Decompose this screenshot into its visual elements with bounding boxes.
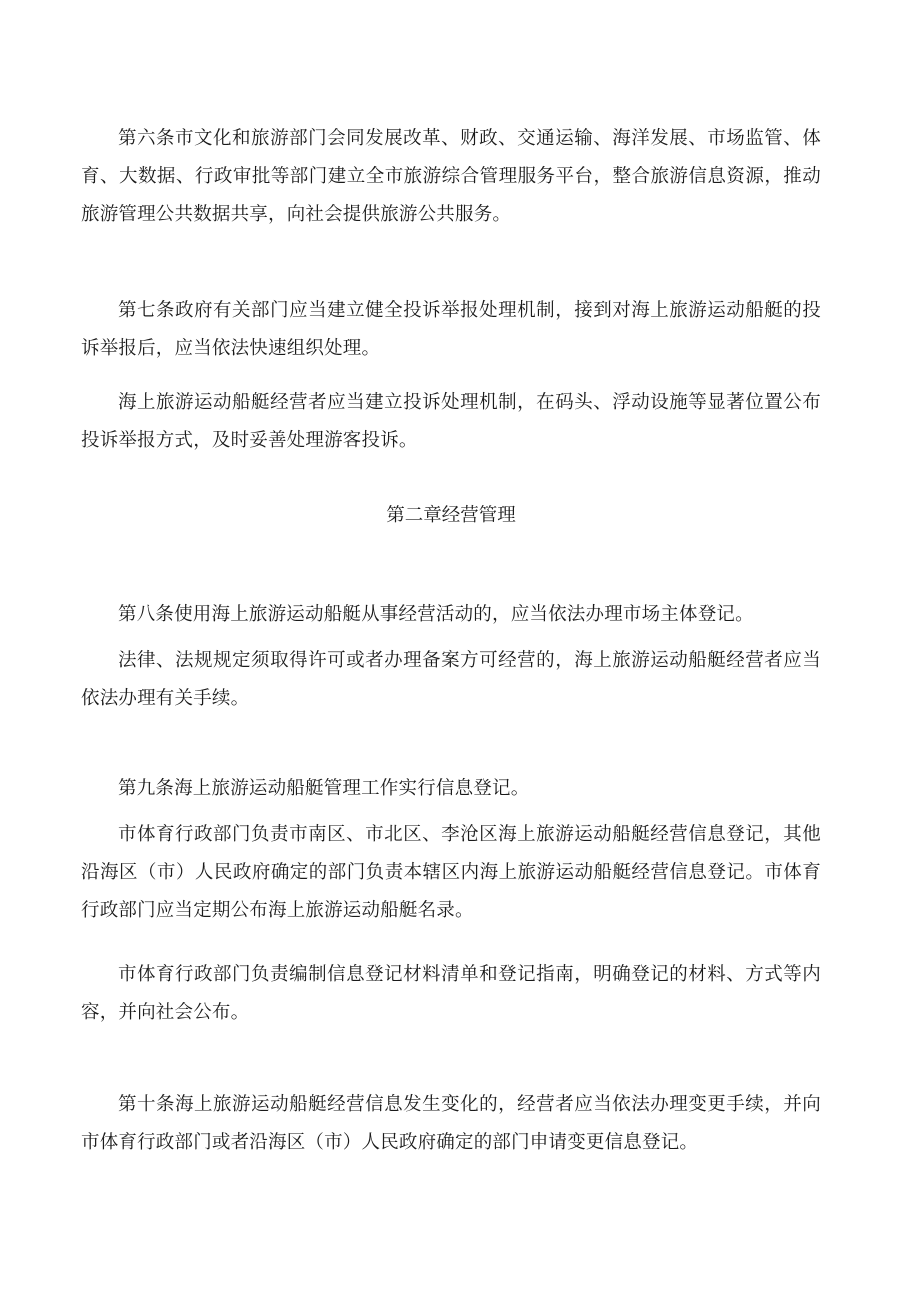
article-7-paragraph-2: 海上旅游运动船艇经营者应当建立投诉处理机制，在码头、浮动设施等显著位置公布投诉举报方式，及时妥善处理游客投诉。 <box>81 392 821 451</box>
article-10-paragraph-1: 第十条海上旅游运动船艇经营信息发生变化的，经营者应当依法办理变更手续，并向市体育行政部门或者沿海区（市）人民政府确定的部门申请变更信息登记。 <box>81 1094 821 1153</box>
article-9-paragraph-2: 市体育行政部门负责市南区、市北区、李沧区海上旅游运动船艇经营信息登记，其他沿海区（市）人民政府确定的部门负责本辖区内海上旅游运动船艇经营信息登记。市体育行政部门应当定期公布海上旅游运动船艇名录。 <box>81 824 821 921</box>
article-7-paragraph-1: 第七条政府有关部门应当建立健全投诉举报处理机制，接到对海上旅游运动船艇的投诉举报后，应当依法快速组织处理。 <box>81 300 821 359</box>
article-9-paragraph-3: 市体育行政部门负责编制信息登记材料清单和登记指南，明确登记的材料、方式等内容，并向社会公布。 <box>81 964 821 1023</box>
article-9-paragraph-1: 第九条海上旅游运动船艇管理工作实行信息登记。 <box>118 778 530 799</box>
article-6-paragraph: 第六条市文化和旅游部门会同发展改革、财政、交通运输、海洋发展、市场监管、体育、大数据、行政审批等部门建立全市旅游综合管理服务平台，整合旅游信息资源，推动旅游管理公共数据共享，向社会提供旅游公共服务。 <box>81 128 821 225</box>
chapter-2-heading: 第二章经营管理 <box>386 505 516 526</box>
article-8-paragraph-1: 第八条使用海上旅游运动船艇从事经营活动的，应当依法办理市场主体登记。 <box>118 604 754 625</box>
article-8-paragraph-2: 法律、法规规定须取得许可或者办理备案方可经营的，海上旅游运动船艇经营者应当依法办理有关手续。 <box>81 650 821 709</box>
